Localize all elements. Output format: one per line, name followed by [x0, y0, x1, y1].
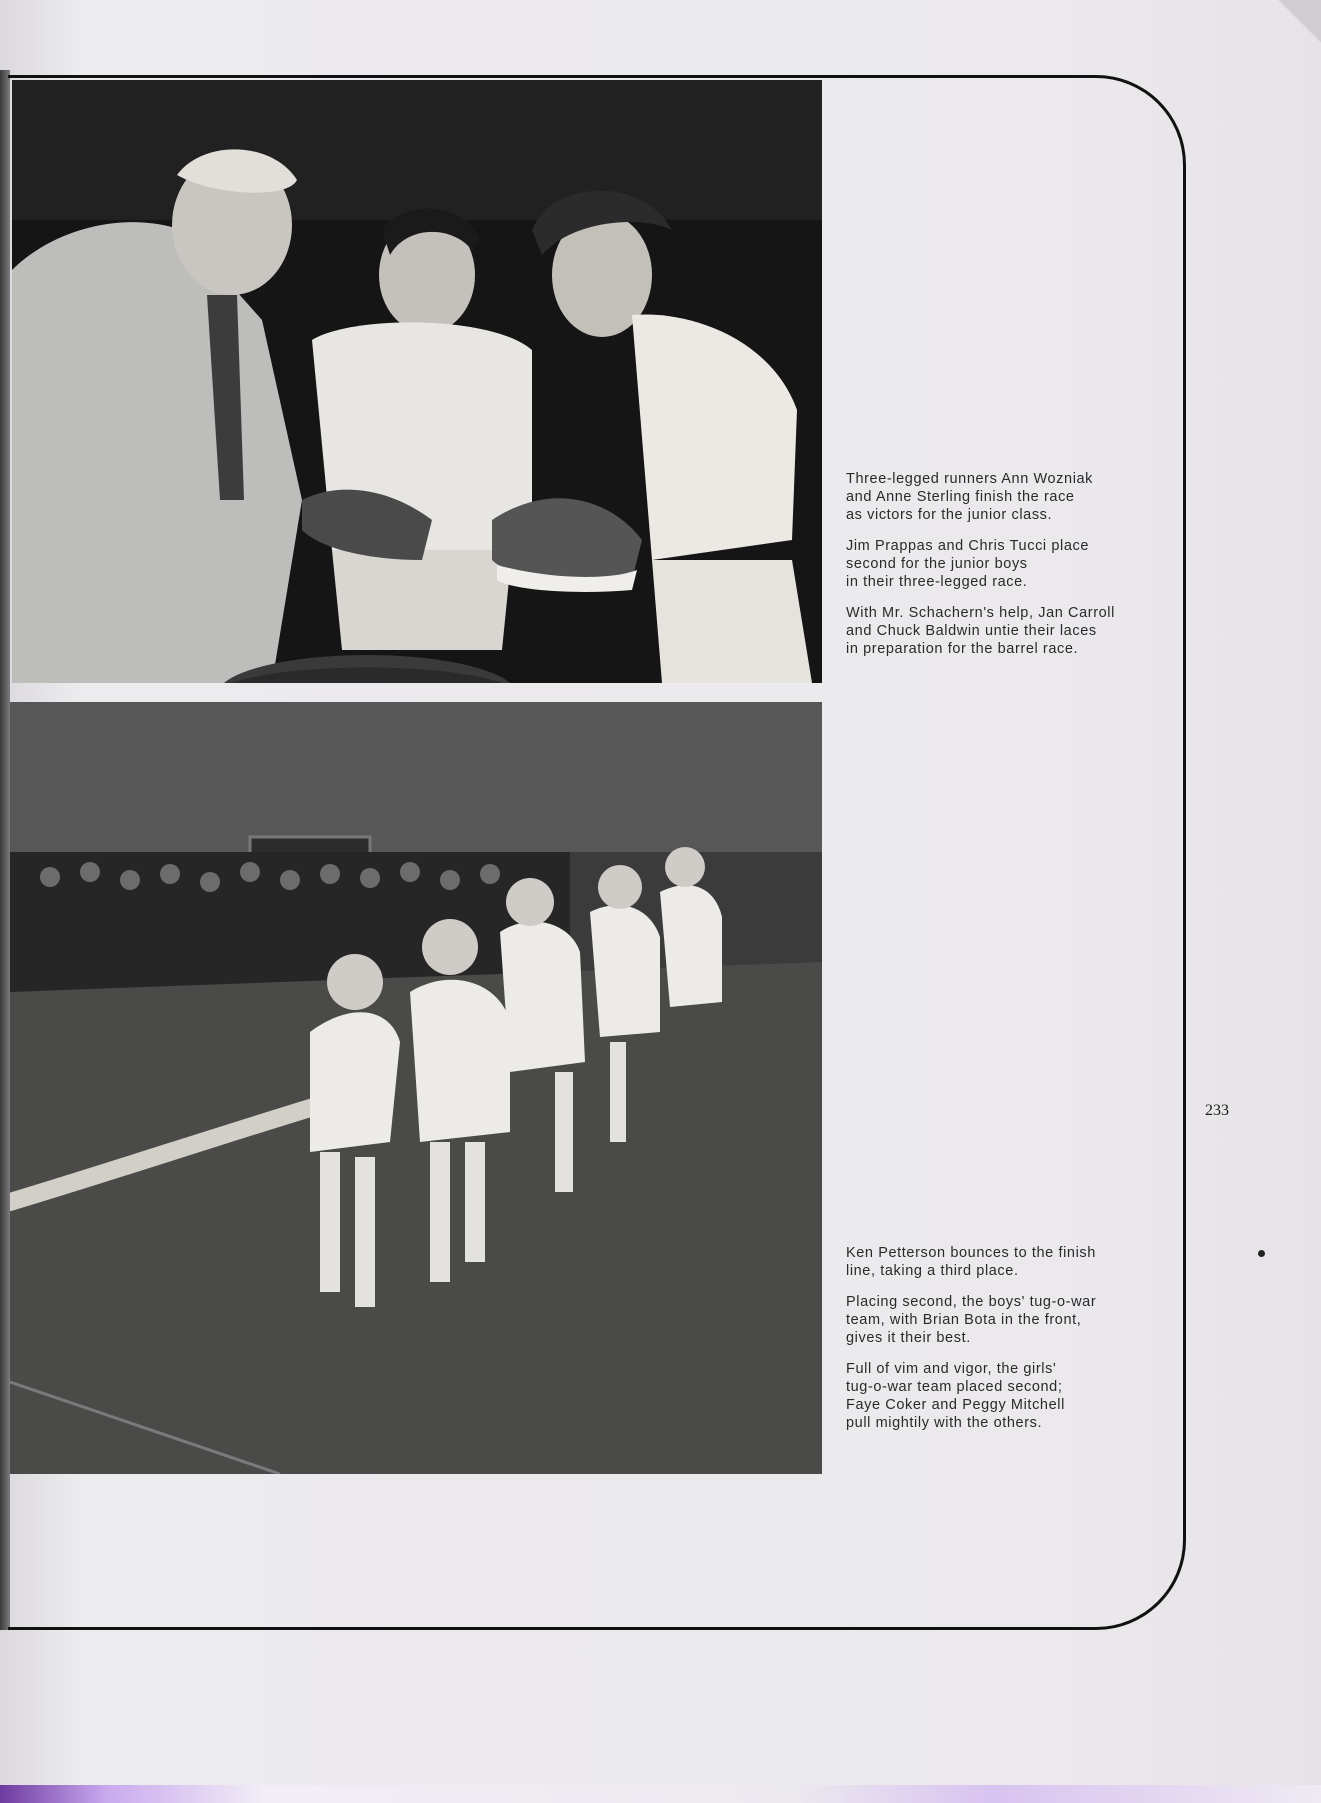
caption-group-bottom: [846, 1244, 1166, 1445]
photo-tug-o-war: [10, 702, 822, 1474]
photo-untie-laces: [12, 80, 822, 683]
caption-untie-laces: With Mr. Schachern's help, Jan Carroll and Chuck Baldwin untie their laces in preparation for the barrel race.: [846, 605, 1115, 657]
caption-three-legged-runners: Three-legged runners Ann Wozniak and Anne Sterling finish the race as victors for the junior class.: [846, 471, 1094, 523]
page-number: 233: [1205, 1102, 1229, 1119]
page-corner: [1261, 0, 1321, 60]
caption-girls-tug-o-war: Full of vim and vigor, the girls' tug-o-war team placed second; Faye Coker and Peggy Mitchell pull mightily with the others.: [846, 1361, 1065, 1431]
caption-junior-boys: Jim Prappas and Chris Tucci place second for the junior boys in their three-legged race.: [846, 538, 1090, 590]
caption-boys-tug-o-war: Placing second, the boys' tug-o-war team, with Brian Bota in the front, gives it their best.: [846, 1294, 1097, 1346]
scan-bottom-edge: [0, 1785, 1321, 1803]
caption-ken-petterson: Ken Petterson bounces to the finish line, taking a third place.: [846, 1245, 1096, 1279]
caption-group-top: [846, 470, 1166, 671]
dot-mark: [1258, 1250, 1265, 1257]
